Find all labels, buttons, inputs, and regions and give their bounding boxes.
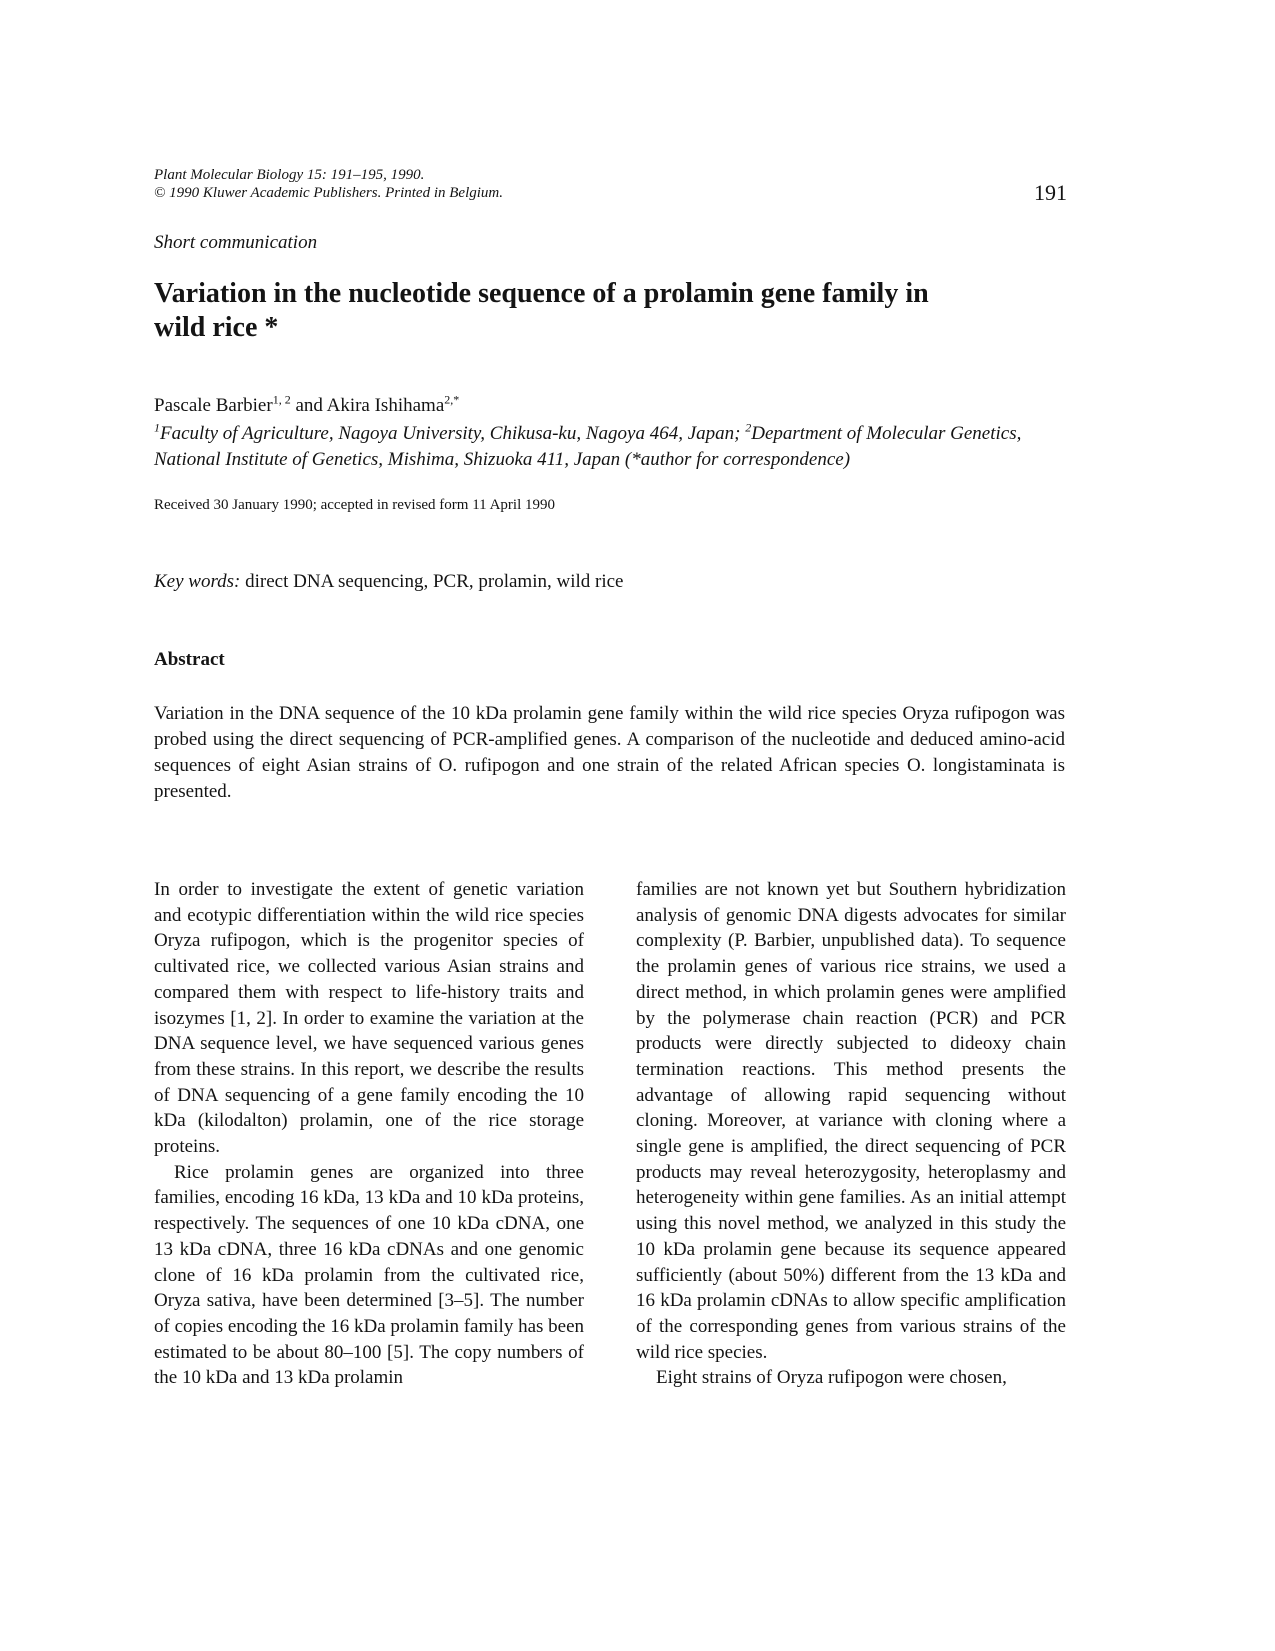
author-2: Akira Ishihama	[326, 395, 445, 416]
affil-2: Department of Molecular Genetics, National Institute of Genetics, Mishima, Shizuoka 411, Japan (*author for correspondence)	[154, 423, 1022, 470]
author-1: Pascale Barbier	[154, 395, 273, 416]
keywords	[154, 571, 623, 593]
body-column-left	[154, 877, 584, 1391]
abstract-text: Variation in the DNA sequence of the 10 kDa prolamin gene family within the wild rice species Oryza rufipogon was probed using the direct sequencing of PCR-amplified genes. A comparison of the nucleotide and deduced amino-acid sequences of eight Asian strains of O. rufipogon and one strain of the related African species O. longistaminata is presented.	[154, 703, 1065, 802]
received-dates: Received 30 January 1990; accepted in revised form 11 April 1990	[154, 497, 555, 513]
journal-citation	[154, 166, 503, 202]
authors	[154, 392, 460, 417]
author-conj: and	[290, 395, 327, 416]
affil-1: Faculty of Agriculture, Nagoya University, Chikusa-ku, Nagoya 464, Japan;	[160, 423, 746, 444]
copyright-line: © 1990 Kluwer Academic Publishers. Printed in Belgium.	[154, 185, 503, 201]
title-line-2: wild rice *	[154, 312, 279, 343]
affil-2-marker: 2	[745, 420, 752, 435]
affil-1-marker: 1	[154, 420, 160, 435]
abstract-heading: Abstract	[154, 649, 225, 670]
keywords-text: direct DNA sequencing, PCR, prolamin, wild rice	[240, 571, 624, 592]
author-1-affil: 1, 2	[272, 392, 291, 407]
section-label: Short communication	[154, 232, 318, 253]
affiliations	[154, 421, 1064, 473]
paragraph: families are not known yet but Southern hybridization analysis of genomic DNA digests advocates for similar complexity (P. Barbier, unpublished data). To sequence the prolamin genes of various rice strains, we used a direct method, in which prolamin genes were amplified by the polymerase chain reaction (PCR) and PCR products were directly subjected to dideoxy chain termination reactions. This method presents the advantage of allowing rapid sequencing without cloning. Moreover, at variance with cloning where a single gene is amplified, the direct sequencing of PCR products may reveal heterozygosity, heteroplasmy and heterogeneity within gene families. As an initial attempt using this novel method, we analyzed in this study the 10 kDa prolamin gene because its sequence appeared sufficiently (about 50%) different from the 13 kDa and 16 kDa prolamin cDNAs to allow specific amplification of the corresponding genes from various strains of the wild rice species.	[636, 879, 1066, 1363]
keywords-label: Key words:	[154, 571, 241, 592]
paragraph: Rice prolamin genes are organized into three families, encoding 16 kDa, 13 kDa and 10 kDa proteins, respectively. The sequences of one 10 kDa cDNA, one 13 kDa cDNA, three 16 kDa cDNAs and one genomic clone of 16 kDa prolamin from the cultivated rice, Oryza sativa, have been determined [3–5]. The number of copies encoding the 16 kDa prolamin family has been estimated to be about 80–100 [5]. The copy numbers of the 10 kDa and 13 kDa prolamin	[154, 1161, 585, 1389]
journal-line: Plant Molecular Biology 15: 191–195, 1990.	[154, 167, 425, 183]
title-line-1: Variation in the nucleotide sequence of a prolamin gene family in	[154, 278, 929, 309]
paragraph: In order to investigate the extent of genetic variation and ecotypic differentiation within the wild rice species Oryza rufipogon, which is the progenitor species of cultivated rice, we collected various Asian strains and compared them with respect to life-history traits and isozymes [1, 2]. In order to examine the variation at the DNA sequence level, we have sequenced various genes from these strains. In this report, we describe the results of DNA sequencing of a gene family encoding the 10 kDa (kilodalton) prolamin, one of the rice storage proteins.	[154, 879, 584, 1158]
body-column-right	[636, 877, 1066, 1391]
page-number: 191	[1034, 180, 1067, 205]
paragraph: Eight strains of Oryza rufipogon were chosen,	[656, 1367, 1007, 1389]
author-2-affil: 2,*	[444, 392, 460, 407]
article-title	[154, 277, 1054, 345]
